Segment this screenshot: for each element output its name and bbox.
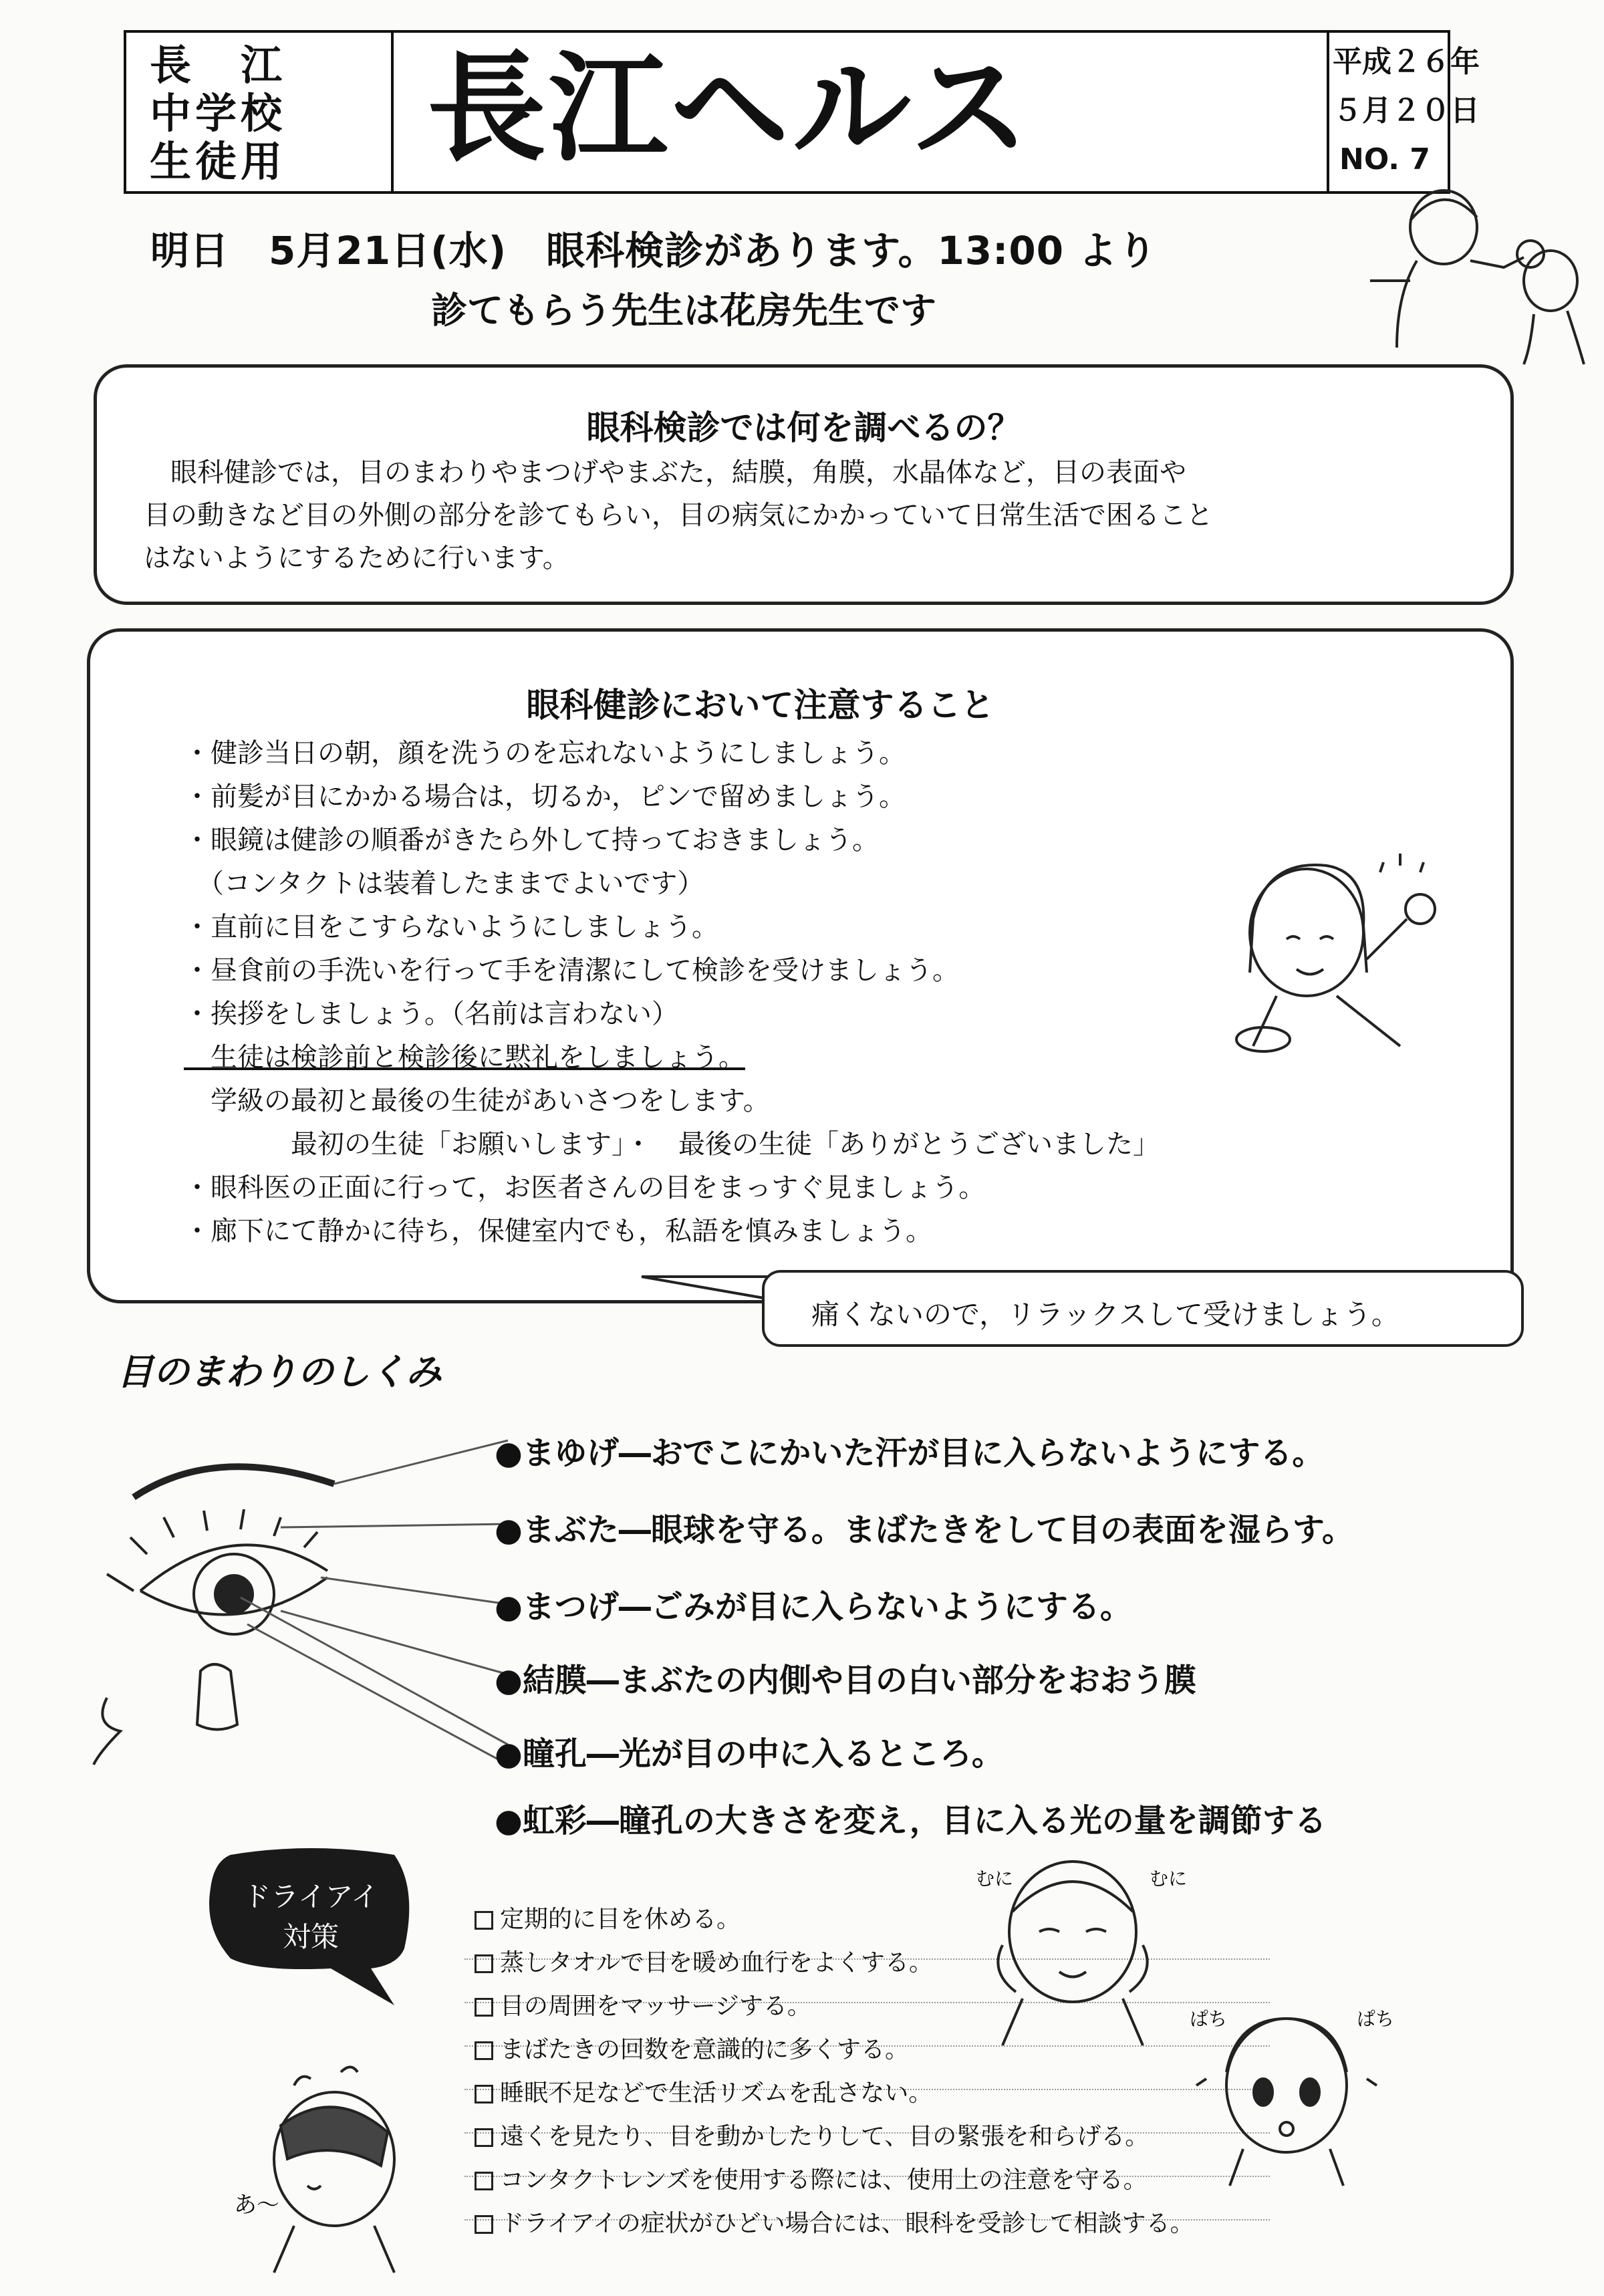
school-line-1: 長 江 [150,41,287,90]
what-is-examined-line-3: はないようにするために行います。 [144,543,569,573]
caution-item: （コンタクトは装着したままでよいです） [184,868,704,899]
relax-message: 痛くないので，リラックスして受けましょう。 [811,1298,1399,1331]
eye-part-conjunctiva: ●結膜―まぶたの内側や目の白い部分をおおう膜 [495,1662,1196,1699]
dry-eye-tip [475,2161,1148,2195]
dry-eye-tip-text: まばたきの回数を意識的に多くする。 [500,2036,910,2063]
dry-eye-badge-line-1: ドライアイ [243,1880,379,1913]
eye-part-eyebrow: ●まゆげ―おでこにかいた汗が目に入らないようにする。 [495,1434,1325,1472]
dry-eye-tip [475,1987,811,2021]
caution-item: 学級の最初と最後の生徒があいさつをします。 [184,1086,770,1116]
caution-item: 最初の生徒「お願いします」・ 最後の生徒「ありがとうございました」 [184,1129,1160,1160]
issue-date: ５月２０日 [1333,94,1480,128]
dry-eye-badge-line-2: 対策 [282,1920,339,1953]
checkbox-icon [475,1954,493,1973]
checkbox-icon [475,1998,493,2017]
caution-heading: 眼科健診において注意すること [526,686,994,725]
tired-person-illustration [221,2059,434,2273]
checkbox-icon [475,1911,493,1930]
dry-eye-tip [475,2118,1149,2152]
issue-era-year: 平成２６年 [1333,45,1480,79]
eye-massage-illustration [962,1845,1188,2045]
school-line-2: 中学校 [150,89,287,138]
checkbox-icon [475,2085,493,2103]
dry-eye-tip-text: 目の周囲をマッサージする。 [500,1993,811,2020]
school-cell [126,33,394,191]
newsletter-header [124,30,1480,194]
issue-number: NO. 7 [1339,142,1430,176]
checkbox-icon [475,2041,493,2060]
newsletter-title: 長江ヘルス [427,39,1032,178]
eye-part-eyelash: ●まつげ―ごみが目に入らないようにする。 [495,1588,1132,1626]
relax-speech-bubble [762,1270,1524,1347]
eye-part-iris: ●虹彩―瞳孔の大きさを変え，目に入る光の量を調節する [495,1802,1327,1839]
what-is-examined-line-2: 目の動きなど目の外側の部分を診てもらい，目の病気にかかっていて日常生活で困ること [144,500,1213,531]
checkbox-icon [475,2215,493,2234]
issue-cell [1329,33,1480,191]
what-is-examined-line-1: 眼科健診では，目のまわりやまつげやまぶた，結膜，角膜，水晶体など，目の表面や [144,457,1186,488]
doctor-announcement: 診てもらう先生は花房先生です [431,289,936,332]
girl-contact-lens-illustration [1226,846,1454,1059]
title-cell [394,33,1329,191]
massage-sfx-right: むに [1150,1868,1188,1890]
caution-item-underlined: 生徒は検診前と検診後に黙礼をしましょう。 [184,1042,745,1073]
blinking-girl-illustration [1176,1985,1397,2186]
dry-eye-tip [475,1944,933,1978]
caution-item: ・健診当日の朝，顔を洗うのを忘れないようにしましょう。 [184,738,906,769]
what-is-examined-box [94,364,1514,605]
bubble-tail [642,1263,775,1310]
dry-eye-tip [475,2031,909,2065]
caution-item: ・眼鏡は健診の順番がきたら外して持っておきましょう。 [184,825,879,856]
caution-item: ・眼科医の正面に行って，お医者さんの目をまっすぐ見ましょう。 [184,1172,986,1203]
what-is-examined-heading: 眼科検診では何を調べるの？ [586,408,1021,447]
caution-item: ・廊下にて静かに待ち，保健室内でも，私語を慎みましょう。 [184,1216,932,1247]
dry-eye-tip-text: 遠くを見たり、目を動かしたりして、目の緊張を和らげる。 [500,2123,1150,2150]
blink-sfx-left: ぱち [1190,2008,1228,2030]
exam-date-announcement: 明日 5月21日(水) 眼科検診があります。13:00 より [150,228,1158,273]
caution-item: ・直前に目をこすらないようにしましょう。 [184,912,718,942]
dry-eye-tip-text: ドライアイの症状がひどい場合には、眼科を受診して相談する。 [500,2210,1194,2237]
dry-eye-tip-text: 定期的に目を休める。 [500,1906,741,1933]
dry-eye-tip-text: 蒸しタオルで目を暖め血行をよくする。 [500,1949,934,1976]
dry-eye-tip-text: 睡眠不足などで生活リズムを乱さない。 [500,2079,933,2107]
blink-sfx-right: ぱち [1357,2008,1395,2030]
checkbox-icon [475,2172,493,2190]
dry-eye-tip [475,2074,932,2108]
caution-box [87,628,1514,1303]
eye-part-pupil: ●瞳孔―光が目の中に入るところ。 [495,1735,1004,1773]
eye-part-eyelid: ●まぶた―眼球を守る。まばたきをして目の表面を湿らす。 [495,1511,1355,1549]
caution-item: ・昼食前の手洗いを行って手を清潔にして検診を受けましょう。 [184,955,959,986]
eye-diagram [80,1417,508,1765]
dry-eye-tip [475,1900,741,1934]
dry-eye-badge [204,1848,418,2009]
sigh-sfx: あ～ [234,2192,279,2218]
caution-item: ・前髪が目にかかる場合は，切るか，ピンで留めましょう。 [184,781,906,812]
massage-sfx-left: むに [976,1868,1014,1890]
dry-eye-tip-text: コンタクトレンズを使用する際には、使用上の注意を守る。 [500,2166,1148,2194]
dry-eye-tip [475,2204,1194,2239]
eye-structure-title: 目のまわりのしくみ [117,1351,442,1393]
school-line-3: 生徒用 [150,137,287,186]
checkbox-icon [475,2128,493,2147]
eye-doctor-illustration [1370,180,1591,368]
caution-item: ・挨拶をしましょう。（名前は言わない） [184,999,678,1029]
